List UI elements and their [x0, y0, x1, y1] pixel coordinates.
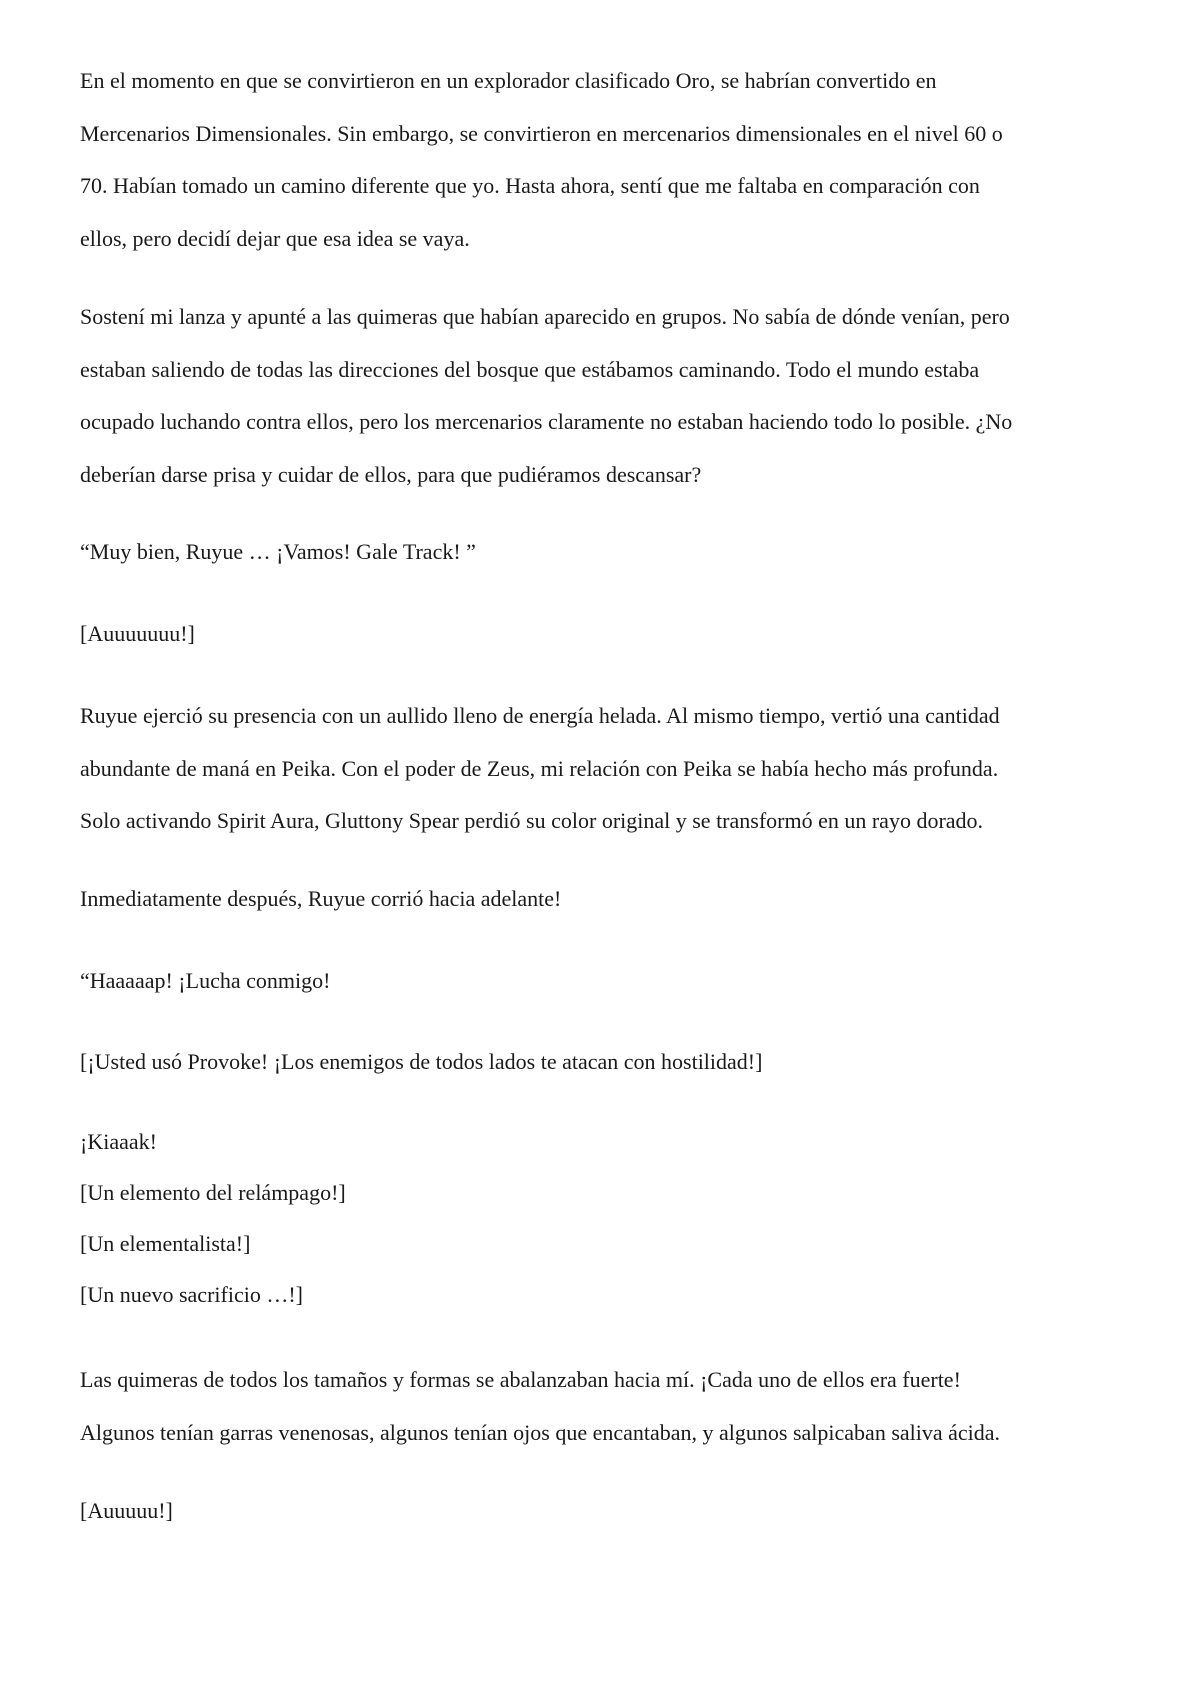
- system-message: [Un nuevo sacrificio …!]: [80, 1282, 303, 1307]
- paragraph-line: Solo activando Spirit Aura, Gluttony Spear perdió su color original y se transformó en un rayo dorado.: [80, 808, 984, 833]
- dialogue-line: [80, 955, 1120, 1008]
- system-message: [Un elementalista!]: [80, 1231, 251, 1256]
- paragraph-line: Sostení mi lanza y apunté a las quimeras que habían aparecido en grupos. No sabía de dónde venían, pero: [80, 304, 1010, 329]
- paragraph-line: Ruyue ejerció su presencia con un aullido lleno de energía helada. Al mismo tiempo, vertió una cantidad: [80, 703, 1000, 728]
- dialogue-line: ¡Kiaaak!: [80, 1129, 157, 1154]
- paragraph-3: [80, 690, 1120, 848]
- system-message: [Un elemento del relámpago!]: [80, 1180, 346, 1205]
- system-message: [80, 1485, 1120, 1538]
- paragraph-line: abundante de maná en Peika. Con el poder de Zeus, mi relación con Peika se había hecho más profunda.: [80, 755, 999, 781]
- dialogue-line: [80, 526, 1120, 579]
- paragraph-line: Algunos tenían garras venenosas, algunos tenían ojos que encantaban, y algunos salpicaban saliva ácida.: [80, 1419, 1001, 1445]
- paragraph-line: Inmediatamente después, Ruyue corrió hacia adelante!: [80, 886, 562, 911]
- paragraph-line: 70. Habían tomado un camino diferente que yo. Hasta ahora, sentí que me faltaba en comparación con: [80, 173, 980, 198]
- paragraph-line: [Auuuuu!]: [80, 1498, 173, 1523]
- paragraph-line: “Haaaaap! ¡Lucha conmigo!: [80, 968, 331, 993]
- system-message: [80, 1036, 1120, 1089]
- paragraph-5: [80, 1354, 1120, 1459]
- paragraph-line: [Auuuuuuu!]: [80, 621, 195, 646]
- paragraph-line: Las quimeras de todos los tamaños y formas se abalanzaban hacia mí. ¡Cada uno de ellos era fuerte!: [80, 1367, 961, 1392]
- paragraph-line: “Muy bien, Ruyue … ¡Vamos! Gale Track! ”: [80, 539, 476, 564]
- paragraph-line: En el momento en que se convirtieron en un explorador clasificado Oro, se habrían convertido en: [80, 68, 937, 93]
- system-message: [80, 608, 1120, 661]
- paragraph-line: ellos, pero decidí dejar que esa idea se vaya.: [80, 225, 470, 251]
- paragraph-line: estaban saliendo de todas las direcciones del bosque que estábamos caminando. Todo el mundo estaba: [80, 356, 980, 382]
- paragraph-4: [80, 873, 1120, 926]
- paragraph-line: [¡Usted usó Provoke! ¡Los enemigos de todos lados te atacan con hostilidad!]: [80, 1049, 763, 1074]
- paragraph-line: deberían darse prisa y cuidar de ellos, para que pudiéramos descansar?: [80, 461, 702, 487]
- paragraph-2: [80, 291, 1120, 501]
- paragraph-1: [80, 55, 1120, 265]
- paragraph-line: Mercenarios Dimensionales. Sin embargo, se convirtieron en mercenarios dimensionales en el nivel 60 o: [80, 120, 1003, 146]
- paragraph-line: ocupado luchando contra ellos, pero los mercenarios claramente no estaban haciendo todo lo posible. ¿No: [80, 409, 1013, 434]
